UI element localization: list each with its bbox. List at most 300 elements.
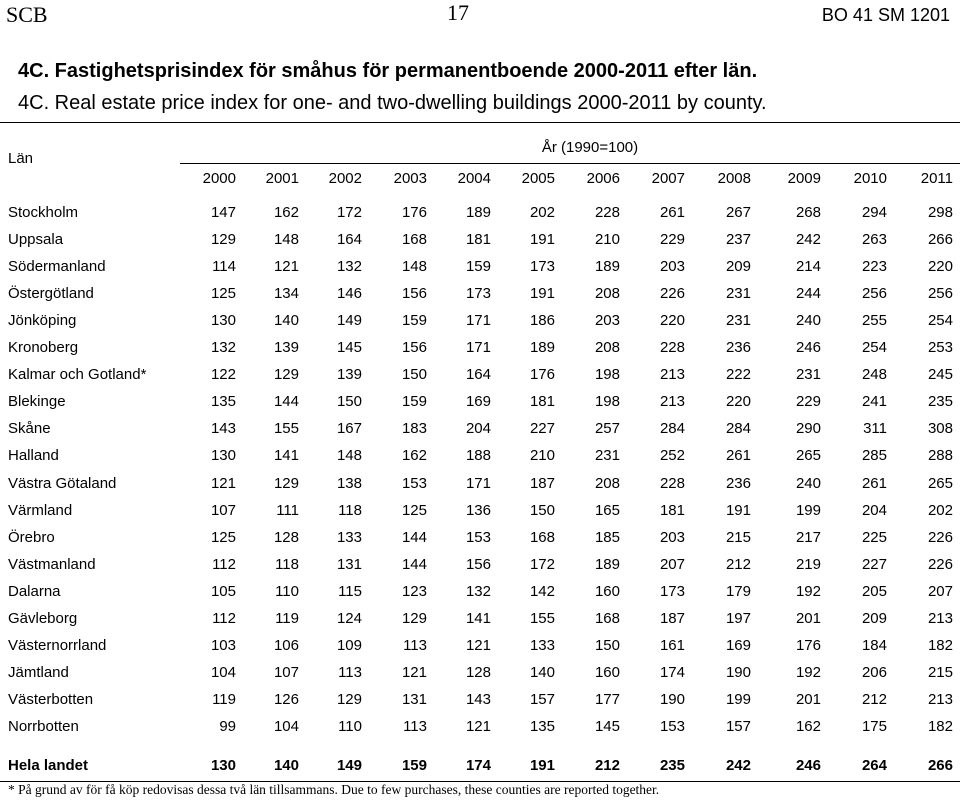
index-value: 207 (927, 583, 953, 600)
index-value: 140 (273, 757, 299, 774)
index-value: 113 (338, 664, 362, 681)
index-value: 254 (927, 312, 953, 329)
index-value: 155 (529, 610, 555, 627)
county-name: Kalmar och Gotland* (8, 366, 147, 383)
index-value: 114 (212, 258, 236, 275)
index-value: 124 (336, 610, 362, 627)
index-value: 153 (659, 718, 685, 735)
index-value: 177 (594, 691, 620, 708)
index-value: 191 (529, 757, 555, 774)
index-value: 111 (276, 502, 299, 519)
table-row (0, 285, 960, 312)
index-value: 204 (465, 420, 491, 437)
index-value: 246 (795, 757, 821, 774)
index-value: 164 (465, 366, 491, 383)
index-value: 237 (725, 231, 751, 248)
table-row (0, 447, 960, 474)
total-row (0, 757, 960, 784)
index-value: 174 (465, 757, 491, 774)
index-value: 126 (273, 691, 299, 708)
table-row (0, 312, 960, 339)
index-value: 125 (210, 285, 236, 302)
index-value: 209 (861, 610, 887, 627)
index-value: 201 (795, 610, 821, 627)
index-value: 220 (659, 312, 685, 329)
table-row (0, 718, 960, 745)
index-value: 135 (529, 718, 555, 735)
index-value: 223 (861, 258, 887, 275)
index-value: 213 (927, 691, 953, 708)
index-value: 132 (465, 583, 491, 600)
county-name: Värmland (8, 502, 73, 519)
index-value: 148 (273, 231, 299, 248)
index-value: 242 (795, 231, 821, 248)
index-value: 187 (529, 475, 555, 492)
index-value: 128 (465, 664, 491, 681)
index-value: 179 (725, 583, 751, 600)
table-row (0, 231, 960, 258)
index-value: 139 (273, 339, 299, 356)
index-value: 169 (465, 393, 491, 410)
index-value: 226 (927, 529, 953, 546)
table-row (0, 529, 960, 556)
index-value: 168 (529, 529, 555, 546)
index-value: 231 (594, 447, 620, 464)
county-name: Halland (8, 447, 59, 464)
index-value: 140 (529, 664, 555, 681)
index-value: 125 (210, 529, 236, 546)
index-value: 129 (210, 231, 236, 248)
county-name: Norrbotten (8, 718, 79, 735)
index-value: 131 (336, 556, 362, 573)
index-value: 160 (594, 583, 620, 600)
index-value: 226 (927, 556, 953, 573)
index-value: 169 (725, 637, 751, 654)
index-value: 175 (861, 718, 887, 735)
index-value: 150 (401, 366, 427, 383)
index-value: 121 (273, 258, 299, 275)
index-value: 145 (594, 718, 620, 735)
index-value: 207 (659, 556, 685, 573)
index-value: 110 (275, 583, 299, 600)
index-value: 266 (927, 757, 953, 774)
index-value: 106 (273, 637, 299, 654)
index-value: 104 (210, 664, 236, 681)
index-value: 311 (863, 420, 887, 437)
index-value: 191 (529, 285, 555, 302)
year-header: 2004 (457, 170, 491, 187)
index-value: 181 (465, 231, 491, 248)
index-value: 182 (927, 718, 953, 735)
index-value: 198 (594, 393, 620, 410)
year-group-header: År (1990=100) (541, 139, 639, 156)
index-value: 176 (795, 637, 821, 654)
index-value: 168 (594, 610, 620, 627)
index-value: 212 (594, 757, 620, 774)
index-value: 213 (659, 393, 685, 410)
index-value: 201 (795, 691, 821, 708)
index-value: 159 (401, 757, 427, 774)
index-value: 173 (465, 285, 491, 302)
index-value: 167 (336, 420, 362, 437)
index-value: 226 (659, 285, 685, 302)
index-value: 168 (401, 231, 427, 248)
county-column-header: Län (8, 150, 34, 167)
index-value: 214 (795, 258, 821, 275)
index-value: 144 (401, 556, 427, 573)
index-value: 190 (725, 664, 751, 681)
index-value: 160 (594, 664, 620, 681)
index-value: 252 (659, 447, 685, 464)
index-value: 265 (795, 447, 821, 464)
index-value: 203 (659, 529, 685, 546)
table-row (0, 420, 960, 447)
page-number: 17 (447, 0, 469, 25)
publisher-label: SCB (6, 2, 48, 27)
index-value: 254 (861, 339, 887, 356)
index-value: 220 (725, 393, 751, 410)
index-value: 215 (927, 664, 953, 681)
county-name: Stockholm (8, 204, 79, 221)
index-value: 125 (401, 502, 427, 519)
year-header: 2006 (586, 170, 620, 187)
index-value: 208 (594, 339, 620, 356)
index-value: 199 (725, 691, 751, 708)
index-value: 150 (594, 637, 620, 654)
index-value: 99 (219, 718, 236, 735)
index-value: 130 (210, 312, 236, 329)
index-value: 143 (210, 420, 236, 437)
index-value: 142 (529, 583, 555, 600)
index-value: 181 (529, 393, 555, 410)
index-value: 165 (594, 502, 620, 519)
index-value: 182 (927, 637, 953, 654)
index-value: 244 (795, 285, 821, 302)
table-row (0, 691, 960, 718)
index-value: 227 (861, 556, 887, 573)
index-value: 161 (659, 637, 685, 654)
page-header (0, 0, 960, 30)
index-value: 184 (861, 637, 887, 654)
county-name: Jönköping (8, 312, 77, 329)
index-value: 129 (336, 691, 362, 708)
index-value: 123 (401, 583, 427, 600)
index-value: 231 (725, 312, 751, 329)
index-value: 110 (338, 718, 362, 735)
index-value: 119 (212, 691, 236, 708)
index-value: 113 (403, 637, 427, 654)
index-value: 256 (861, 285, 887, 302)
index-value: 171 (465, 339, 491, 356)
index-value: 155 (273, 420, 299, 437)
index-value: 192 (795, 664, 821, 681)
county-name: Kronoberg (8, 339, 79, 356)
county-name: Jämtland (8, 664, 69, 681)
index-value: 188 (465, 447, 491, 464)
index-value: 210 (529, 447, 555, 464)
index-value: 149 (336, 312, 362, 329)
index-value: 203 (659, 258, 685, 275)
index-value: 132 (336, 258, 362, 275)
index-value: 172 (529, 556, 555, 573)
index-value: 261 (861, 475, 887, 492)
index-value: 265 (927, 475, 953, 492)
index-value: 121 (465, 637, 491, 654)
index-value: 266 (927, 231, 953, 248)
index-value: 118 (275, 556, 299, 573)
index-value: 129 (401, 610, 427, 627)
index-value: 212 (725, 556, 751, 573)
index-value: 174 (659, 664, 685, 681)
index-value: 144 (401, 529, 427, 546)
county-name: Gävleborg (8, 610, 78, 627)
index-value: 132 (210, 339, 236, 356)
index-value: 229 (795, 393, 821, 410)
index-value: 213 (659, 366, 685, 383)
index-value: 203 (594, 312, 620, 329)
index-value: 157 (725, 718, 751, 735)
index-value: 256 (927, 285, 953, 302)
index-value: 135 (210, 393, 236, 410)
index-value: 189 (529, 339, 555, 356)
index-value: 261 (725, 447, 751, 464)
table-row (0, 339, 960, 366)
title-swedish: 4C. Fastighetsprisindex för småhus för permanentboende 2000-2011 efter län. (18, 60, 758, 82)
index-value: 131 (401, 691, 427, 708)
county-name: Uppsala (8, 231, 64, 248)
index-value: 246 (795, 339, 821, 356)
year-header: 2011 (920, 170, 953, 187)
index-value: 121 (210, 475, 236, 492)
index-value: 153 (401, 475, 427, 492)
year-header: 2007 (651, 170, 685, 187)
index-value: 150 (529, 502, 555, 519)
index-value: 222 (725, 366, 751, 383)
index-value: 133 (529, 637, 555, 654)
index-value: 206 (861, 664, 887, 681)
index-value: 187 (659, 610, 685, 627)
index-value: 112 (212, 556, 236, 573)
table-row (0, 610, 960, 637)
index-value: 176 (401, 204, 427, 221)
index-value: 183 (401, 420, 427, 437)
index-value: 162 (273, 204, 299, 221)
index-value: 186 (529, 312, 555, 329)
index-value: 122 (210, 366, 236, 383)
index-value: 173 (529, 258, 555, 275)
index-value: 173 (659, 583, 685, 600)
index-value: 228 (659, 475, 685, 492)
year-header-rule (180, 163, 960, 164)
index-value: 133 (336, 529, 362, 546)
index-value: 308 (927, 420, 953, 437)
index-value: 197 (725, 610, 751, 627)
index-value: 176 (529, 366, 555, 383)
index-value: 191 (725, 502, 751, 519)
index-value: 236 (725, 339, 751, 356)
year-header: 2003 (393, 170, 427, 187)
report-id: BO 41 SM 1201 (821, 5, 950, 25)
index-value: 191 (529, 231, 555, 248)
year-header: 2000 (202, 170, 236, 187)
index-value: 231 (795, 366, 821, 383)
index-value: 143 (465, 691, 491, 708)
index-value: 148 (401, 258, 427, 275)
index-value: 172 (336, 204, 362, 221)
county-name: Östergötland (8, 285, 94, 302)
index-value: 185 (594, 529, 620, 546)
year-header: 2010 (853, 170, 887, 187)
index-value: 130 (210, 757, 236, 774)
index-value: 215 (725, 529, 751, 546)
index-value: 148 (336, 447, 362, 464)
index-value: 171 (465, 312, 491, 329)
county-name: Örebro (8, 529, 55, 546)
index-value: 130 (210, 447, 236, 464)
index-value: 140 (273, 312, 299, 329)
index-value: 113 (403, 718, 427, 735)
index-value: 212 (861, 691, 887, 708)
index-value: 255 (861, 312, 887, 329)
index-value: 144 (273, 393, 299, 410)
index-value: 107 (273, 664, 299, 681)
index-value: 118 (338, 502, 362, 519)
index-value: 109 (336, 637, 362, 654)
index-value: 229 (659, 231, 685, 248)
index-value: 162 (401, 447, 427, 464)
index-value: 245 (927, 366, 953, 383)
index-value: 198 (594, 366, 620, 383)
index-value: 129 (273, 475, 299, 492)
index-value: 288 (927, 447, 953, 464)
index-value: 104 (273, 718, 299, 735)
index-value: 235 (659, 757, 685, 774)
index-value: 141 (273, 447, 299, 464)
year-header: 2001 (265, 170, 299, 187)
index-value: 228 (594, 204, 620, 221)
index-value: 241 (861, 393, 887, 410)
index-value: 129 (273, 366, 299, 383)
county-name: Dalarna (8, 583, 61, 600)
index-value: 235 (927, 393, 953, 410)
county-name: Västmanland (8, 556, 96, 573)
index-value: 189 (594, 258, 620, 275)
index-value: 157 (529, 691, 555, 708)
index-value: 121 (401, 664, 427, 681)
index-value: 268 (795, 204, 821, 221)
index-value: 208 (594, 285, 620, 302)
table-row (0, 556, 960, 583)
index-value: 219 (795, 556, 821, 573)
index-value: 147 (210, 204, 236, 221)
index-value: 156 (465, 556, 491, 573)
index-value: 261 (659, 204, 685, 221)
index-value: 240 (795, 312, 821, 329)
index-value: 284 (725, 420, 751, 437)
index-value: 159 (401, 312, 427, 329)
index-value: 134 (273, 285, 299, 302)
index-value: 205 (861, 583, 887, 600)
index-value: 264 (861, 757, 887, 774)
index-value: 257 (594, 420, 620, 437)
table-row (0, 664, 960, 691)
index-value: 242 (725, 757, 751, 774)
county-name: Blekinge (8, 393, 66, 410)
index-value: 294 (861, 204, 887, 221)
county-name: Västerbotten (8, 691, 94, 708)
index-value: 136 (465, 502, 491, 519)
index-value: 156 (401, 285, 427, 302)
index-value: 105 (210, 583, 236, 600)
index-value: 189 (594, 556, 620, 573)
index-value: 209 (725, 258, 751, 275)
index-value: 236 (725, 475, 751, 492)
table-row (0, 393, 960, 420)
index-value: 231 (725, 285, 751, 302)
table-row (0, 583, 960, 610)
year-header: 2008 (717, 170, 751, 187)
year-header: 2002 (328, 170, 362, 187)
index-value: 213 (927, 610, 953, 627)
index-value: 162 (795, 718, 821, 735)
index-value: 228 (659, 339, 685, 356)
table-row (0, 475, 960, 502)
index-value: 210 (594, 231, 620, 248)
index-value: 146 (336, 285, 362, 302)
index-value: 171 (465, 475, 491, 492)
table-row (0, 366, 960, 393)
index-value: 190 (659, 691, 685, 708)
index-value: 189 (465, 204, 491, 221)
index-value: 128 (273, 529, 299, 546)
table-row (0, 637, 960, 664)
county-name: Södermanland (8, 258, 106, 275)
index-value: 138 (336, 475, 362, 492)
index-value: 156 (401, 339, 427, 356)
index-value: 115 (338, 583, 362, 600)
index-value: 121 (465, 718, 491, 735)
index-value: 284 (659, 420, 685, 437)
index-value: 181 (659, 502, 685, 519)
index-value: 149 (336, 757, 362, 774)
index-value: 298 (927, 204, 953, 221)
index-value: 107 (210, 502, 236, 519)
footnote: * På grund av för få köp redovisas dessa två län tillsammans. Due to few purchases, these counties are reported together. (8, 782, 660, 797)
table-row (0, 258, 960, 285)
index-value: 208 (594, 475, 620, 492)
title-english: 4C. Real estate price index for one- and two-dwelling buildings 2000-2011 by county. (18, 92, 767, 114)
index-value: 150 (336, 393, 362, 410)
index-value: 112 (212, 610, 236, 627)
county-name: Västernorrland (8, 637, 107, 654)
year-header: 2005 (521, 170, 555, 187)
index-value: 253 (927, 339, 953, 356)
index-value: 285 (861, 447, 887, 464)
index-value: 248 (861, 366, 887, 383)
index-value: 240 (795, 475, 821, 492)
county-name: Hela landet (8, 757, 89, 774)
index-value: 204 (861, 502, 887, 519)
index-value: 153 (465, 529, 491, 546)
table-row (0, 204, 960, 231)
index-value: 192 (795, 583, 821, 600)
index-value: 119 (275, 610, 299, 627)
index-value: 227 (529, 420, 555, 437)
index-value: 220 (927, 258, 953, 275)
index-value: 202 (529, 204, 555, 221)
index-value: 164 (336, 231, 362, 248)
index-value: 217 (795, 529, 821, 546)
